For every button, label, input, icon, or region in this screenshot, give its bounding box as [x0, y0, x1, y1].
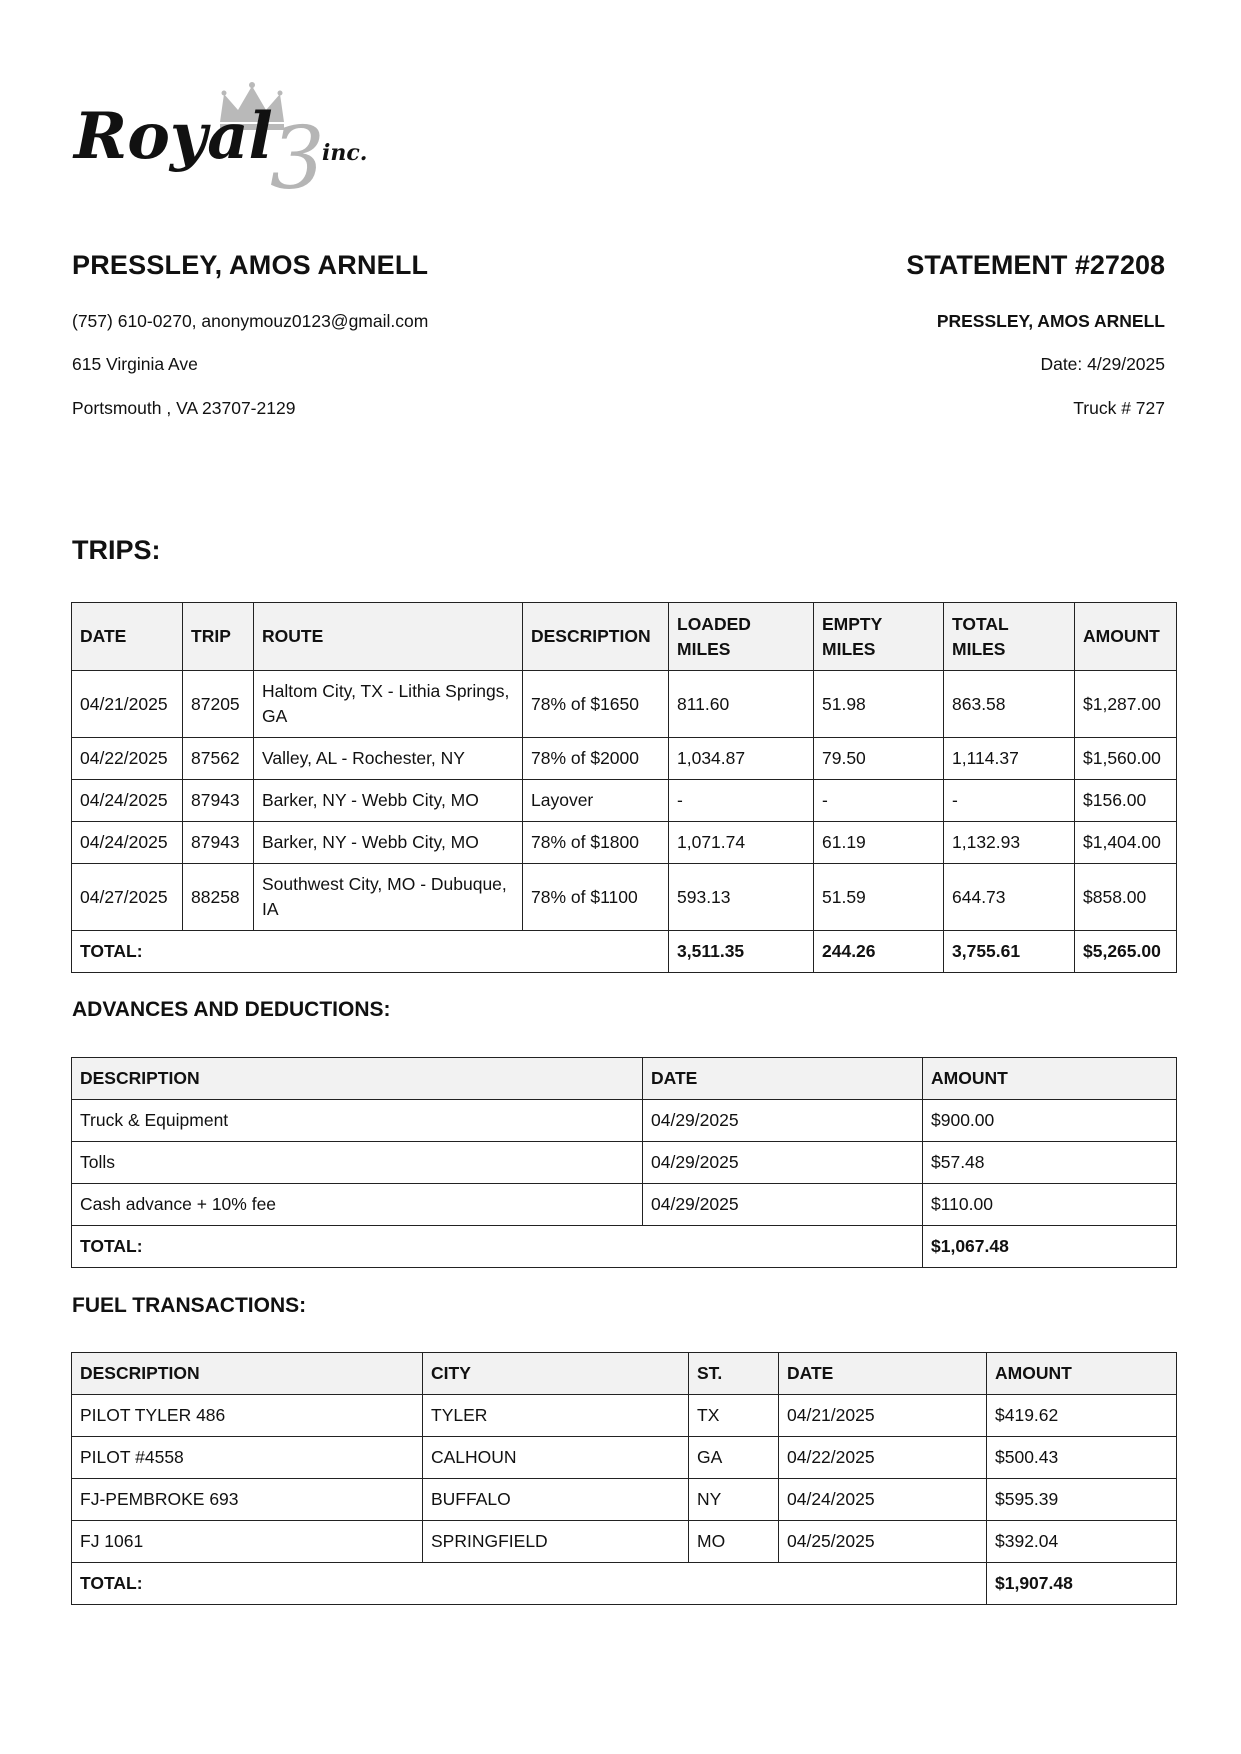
- advances-total-amount: $1,067.48: [923, 1226, 1177, 1268]
- trips-total-amount: $5,265.00: [1075, 931, 1177, 973]
- trip-total-miles: 1,114.37: [944, 738, 1075, 780]
- driver-address-line2: Portsmouth , VA 23707-2129: [72, 398, 296, 418]
- fuel-description: PILOT TYLER 486: [72, 1395, 423, 1437]
- trip-date: 04/21/2025: [72, 671, 183, 738]
- statement-title: STATEMENT #27208: [906, 250, 1165, 280]
- trip-amount: $156.00: [1075, 780, 1177, 822]
- fuel-date: 04/22/2025: [779, 1437, 987, 1479]
- fuel-city: TYLER: [423, 1395, 689, 1437]
- trips-header-row: [72, 603, 1177, 671]
- trip-amount: $858.00: [1075, 864, 1177, 931]
- trips-total-label: TOTAL:: [72, 931, 669, 973]
- table-row: [72, 1142, 1177, 1184]
- trip-number: 87943: [183, 822, 254, 864]
- col-route-header: ROUTE: [254, 603, 523, 671]
- fuel-total-label: TOTAL:: [72, 1563, 987, 1605]
- fuel-description: FJ 1061: [72, 1521, 423, 1563]
- trip-number: 87562: [183, 738, 254, 780]
- trip-amount: $1,560.00: [1075, 738, 1177, 780]
- trip-date: 04/22/2025: [72, 738, 183, 780]
- driver-name-title: PRESSLEY, AMOS ARNELL: [72, 250, 429, 280]
- trip-empty-miles: 61.19: [814, 822, 944, 864]
- trip-total-miles: 863.58: [944, 671, 1075, 738]
- trips-total-row: [72, 931, 1177, 973]
- col-amount-header: AMOUNT: [1075, 603, 1177, 671]
- fuel-total-row: [72, 1563, 1177, 1605]
- trip-route: Valley, AL - Rochester, NY: [254, 738, 523, 780]
- trip-date: 04/24/2025: [72, 780, 183, 822]
- advance-date: 04/29/2025: [643, 1100, 923, 1142]
- col-total-miles-header: TOTAL MILES: [944, 603, 1075, 671]
- trip-route: Southwest City, MO - Dubuque, IA: [254, 864, 523, 931]
- fuel-state: NY: [689, 1479, 779, 1521]
- trip-description: 78% of $2000: [523, 738, 669, 780]
- truck-number: Truck # 727: [1073, 398, 1165, 418]
- trip-description: 78% of $1800: [523, 822, 669, 864]
- fuel-city: BUFFALO: [423, 1479, 689, 1521]
- trip-empty-miles: 51.98: [814, 671, 944, 738]
- advance-date: 04/29/2025: [643, 1184, 923, 1226]
- fuel-amount: $595.39: [987, 1479, 1177, 1521]
- fuel-table: [71, 1352, 1177, 1605]
- trip-description: 78% of $1650: [523, 671, 669, 738]
- fuel-date: 04/21/2025: [779, 1395, 987, 1437]
- trip-number: 87943: [183, 780, 254, 822]
- col-description-header: DESCRIPTION: [72, 1058, 643, 1100]
- fuel-amount: $500.43: [987, 1437, 1177, 1479]
- col-empty-miles-header: EMPTY MILES: [814, 603, 944, 671]
- trip-amount: $1,404.00: [1075, 822, 1177, 864]
- driver-contact: (757) 610-0270, anonymouz0123@gmail.com: [72, 311, 429, 331]
- trip-total-miles: 644.73: [944, 864, 1075, 931]
- advance-description: Tolls: [72, 1142, 643, 1184]
- trip-description: 78% of $1100: [523, 864, 669, 931]
- fuel-header-row: [72, 1353, 1177, 1395]
- fuel-state: GA: [689, 1437, 779, 1479]
- trips-total-miles: 3,755.61: [944, 931, 1075, 973]
- fuel-amount: $392.04: [987, 1521, 1177, 1563]
- advances-header-row: [72, 1058, 1177, 1100]
- statement-date: Date: 4/29/2025: [1040, 354, 1165, 374]
- table-row: [72, 671, 1177, 738]
- fuel-amount: $419.62: [987, 1395, 1177, 1437]
- table-row: [72, 738, 1177, 780]
- col-amount-header: AMOUNT: [923, 1058, 1177, 1100]
- trip-empty-miles: 79.50: [814, 738, 944, 780]
- trip-description: Layover: [523, 780, 669, 822]
- trip-route: Barker, NY - Webb City, MO: [254, 822, 523, 864]
- fuel-description: PILOT #4558: [72, 1437, 423, 1479]
- fuel-state: TX: [689, 1395, 779, 1437]
- trip-loaded-miles: 1,071.74: [669, 822, 814, 864]
- svg-text:Royal: Royal: [74, 99, 273, 174]
- trip-empty-miles: -: [814, 780, 944, 822]
- advances-total-label: TOTAL:: [72, 1226, 923, 1268]
- trips-total-loaded-miles: 3,511.35: [669, 931, 814, 973]
- trip-date: 04/27/2025: [72, 864, 183, 931]
- fuel-description: FJ-PEMBROKE 693: [72, 1479, 423, 1521]
- col-description-header: DESCRIPTION: [72, 1353, 423, 1395]
- driver-address-line1: 615 Virginia Ave: [72, 354, 198, 374]
- table-row: [72, 1184, 1177, 1226]
- advances-title: ADVANCES AND DEDUCTIONS:: [72, 998, 391, 1021]
- svg-text:3: 3: [270, 109, 325, 192]
- table-row: [72, 1479, 1177, 1521]
- trip-loaded-miles: 811.60: [669, 671, 814, 738]
- advances-table: [71, 1057, 1177, 1268]
- col-date-header: DATE: [779, 1353, 987, 1395]
- fuel-state: MO: [689, 1521, 779, 1563]
- trip-number: 87205: [183, 671, 254, 738]
- trip-total-miles: -: [944, 780, 1075, 822]
- fuel-city: CALHOUN: [423, 1437, 689, 1479]
- trip-date: 04/24/2025: [72, 822, 183, 864]
- table-row: [72, 1395, 1177, 1437]
- col-state-header: ST.: [689, 1353, 779, 1395]
- trips-total-empty-miles: 244.26: [814, 931, 944, 973]
- trip-amount: $1,287.00: [1075, 671, 1177, 738]
- fuel-date: 04/24/2025: [779, 1479, 987, 1521]
- trips-title: TRIPS:: [72, 535, 161, 565]
- col-amount-header: AMOUNT: [987, 1353, 1177, 1395]
- trip-route: Haltom City, TX - Lithia Springs, GA: [254, 671, 523, 738]
- table-row: [72, 1521, 1177, 1563]
- table-row: [72, 864, 1177, 931]
- advance-description: Truck & Equipment: [72, 1100, 643, 1142]
- company-logo: [72, 80, 392, 192]
- col-date-header: DATE: [72, 603, 183, 671]
- fuel-total-amount: $1,907.48: [987, 1563, 1177, 1605]
- trip-loaded-miles: 593.13: [669, 864, 814, 931]
- trip-empty-miles: 51.59: [814, 864, 944, 931]
- advances-total-row: [72, 1226, 1177, 1268]
- table-row: [72, 1100, 1177, 1142]
- trip-route: Barker, NY - Webb City, MO: [254, 780, 523, 822]
- svg-text:inc.: inc.: [322, 140, 368, 166]
- statement-driver-name: PRESSLEY, AMOS ARNELL: [936, 311, 1165, 331]
- table-row: [72, 780, 1177, 822]
- table-row: [72, 822, 1177, 864]
- table-row: [72, 1437, 1177, 1479]
- col-trip-header: TRIP: [183, 603, 254, 671]
- advance-amount: $57.48: [923, 1142, 1177, 1184]
- trip-total-miles: 1,132.93: [944, 822, 1075, 864]
- advance-amount: $900.00: [923, 1100, 1177, 1142]
- col-city-header: CITY: [423, 1353, 689, 1395]
- fuel-city: SPRINGFIELD: [423, 1521, 689, 1563]
- trip-number: 88258: [183, 864, 254, 931]
- fuel-title: FUEL TRANSACTIONS:: [72, 1294, 307, 1317]
- advance-description: Cash advance + 10% fee: [72, 1184, 643, 1226]
- col-description-header: DESCRIPTION: [523, 603, 669, 671]
- col-loaded-miles-header: LOADED MILES: [669, 603, 814, 671]
- advance-amount: $110.00: [923, 1184, 1177, 1226]
- trips-table: [71, 602, 1177, 973]
- col-date-header: DATE: [643, 1058, 923, 1100]
- trip-loaded-miles: 1,034.87: [669, 738, 814, 780]
- fuel-date: 04/25/2025: [779, 1521, 987, 1563]
- advance-date: 04/29/2025: [643, 1142, 923, 1184]
- trip-loaded-miles: -: [669, 780, 814, 822]
